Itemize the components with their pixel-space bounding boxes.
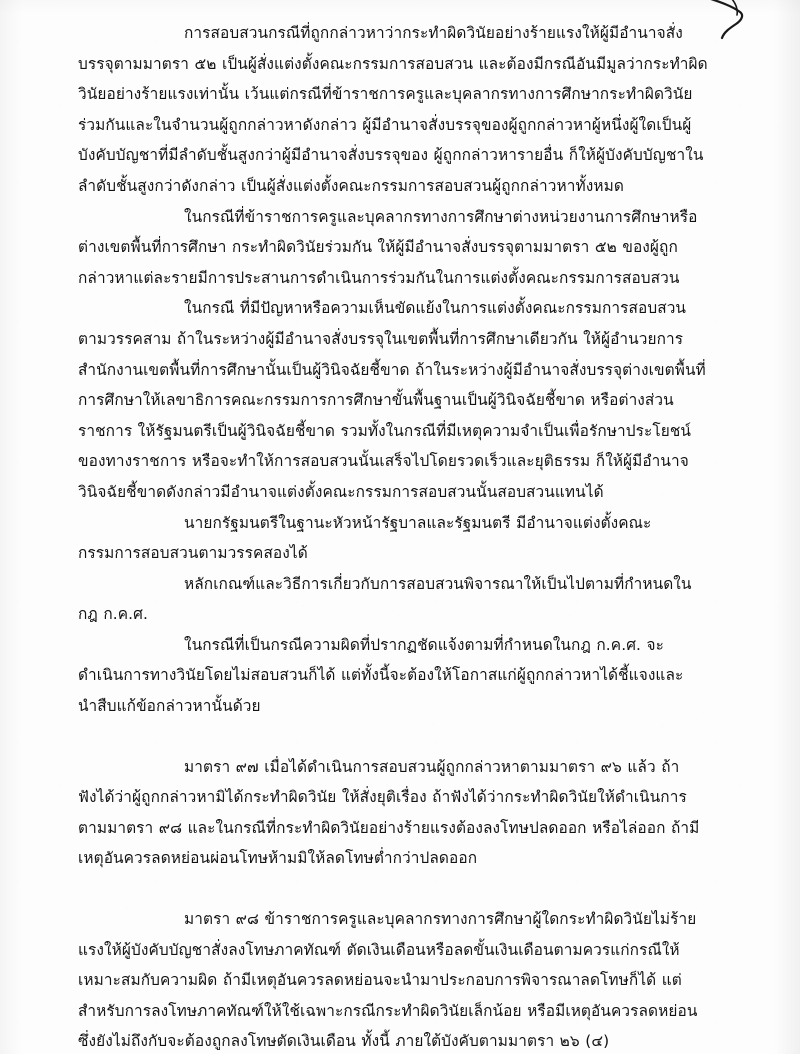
- section-spacer-1: [78, 722, 708, 752]
- paragraph-section-97: มาตรา ๙๗ เมื่อได้ดำเนินการสอบสวนผู้ถูกกล่าวหาตามมาตรา ๙๖ แล้ว ถ้าฟังได้ว่าผู้ถูกกล่าวหามิได้กระทำผิดวินัย ให้สั่งยุติเรื่อง ถ้าฟังได้ว่ากระทำผิดวินัยให้ดำเนินการตามมาตรา ๙๘ และในกรณีที่กระทำผิดวินัยอย่างร้ายแรงต้องลงโทษปลดออก หรือไล่ออก ถ้ามีเหตุอันควรลดหย่อนผ่อนโทษห้ามมิให้ลดโทษต่ำกว่าปลดออก: [78, 757, 700, 868]
- paragraph-6: ในกรณีที่เป็นกรณีความผิดที่ปรากฏชัดแจ้งตามที่กำหนดในกฎ ก.ค.ศ. จะดำเนินการทางวินัยโดยไม่สอบสวนก็ได้ แต่ทั้งนี้จะต้องให้โอกาสแก่ผู้ถูกกล่าวหาได้ชี้แจงและนำสืบแก้ข้อกล่าวหานั้นด้วย: [78, 635, 684, 716]
- paragraph-1: การสอบสวนกรณีที่ถูกกล่าวหาว่ากระทำผิดวินัยอย่างร้ายแรงให้ผู้มีอำนาจสั่งบรรจุตามมาตรา ๕๒ เป็นผู้สั่งแต่งตั้งคณะกรรมการสอบสวน และต้องมีกรณีอันมีมูลว่ากระทำผิดวินัยอย่างร้ายแรงเท่านั้น เว้นแต่กรณีที่ข้าราชการครูและบุคลากรทางการศึกษากระทำผิดวินัยร่วมกันและในจำนวนผู้ถูกกล่าวหาดังกล่าว ผู้มีอำนาจสั่งบรรจุของผู้ถูกกล่าวหาผู้หนึ่งผู้ใดเป็นผู้บังคับบัญชาที่มีลำดับชั้นสูงกว่าผู้มีอำนาจสั่งบรรจุของ ผู้ถูกกล่าวหารายอื่น ก็ให้ผู้บังคับบัญชาในลำดับชั้นสูงกว่าดังกล่าว เป็นผู้สั่งแต่งตั้งคณะกรรมการสอบสวนผู้ถูกกล่าวหาทั้งหมด: [78, 24, 708, 195]
- paragraph-4: นายกรัฐมนตรีในฐานะหัวหน้ารัฐบาลและรัฐมนตรี มีอำนาจแต่งตั้งคณะกรรมการสอบสวนตามวรรคสองได้: [78, 513, 652, 563]
- document-text-body: [78, 18, 708, 1057]
- paragraph-section-98: มาตรา ๙๘ ข้าราชการครูและบุคลากรทางการศึกษาผู้ใดกระทำผิดวินัยไม่ร้ายแรงให้ผู้บังคับบัญชาสั่งลงโทษภาคทัณฑ์ ตัดเงินเดือนหรือลดขั้นเงินเดือนตามควรแก่กรณีให้เหมาะสมกับความผิด ถ้ามีเหตุอันควรลดหย่อนจะนำมาประกอบการพิจารณาลดโทษก็ได้ แต่สำหรับการลงโทษภาคทัณฑ์ให้ใช้เฉพาะกรณีกระทำผิดวินัยเล็กน้อย หรือมีเหตุอันควรลดหย่อนซึ่งยังไม่ถึงกับจะต้องถูกลงโทษตัดเงินเดือน ทั้งนี้ ภายใต้บังคับตามมาตรา ๒๖ (๔): [78, 910, 698, 1051]
- paragraph-3: ในกรณี ที่มีปัญหาหรือความเห็นขัดแย้งในการแต่งตั้งคณะกรรมการสอบสวนตามวรรคสาม ถ้าในระหว่างผู้มีอำนาจสั่งบรรจุในเขตพื้นที่การศึกษาเดียวกัน ให้ผู้อำนวยการสำนักงานเขตพื้นที่การศึกษานั้นเป็นผู้วินิจฉัยชี้ขาด ถ้าในระหว่างผู้มีอำนาจสั่งบรรจุต่างเขตพื้นที่การศึกษาให้เลขาธิการคณะกรรมการการศึกษาขั้นพื้นฐานเป็นผู้วินิจฉัยชี้ขาด หรือต่างส่วนราชการ ให้รัฐมนตรีเป็นผู้วินิจฉัยชี้ขาด รวมทั้งในกรณีที่มีเหตุความจำเป็นเพื่อรักษาประโยชน์ของทางราชการ หรือจะทำให้การสอบสวนนั้นเสร็จไปโดยรวดเร็วและยุติธรรม ก็ให้ผู้มีอำนาจวินิจฉัยชี้ขาดดังกล่าวมีอำนาจแต่งตั้งคณะกรรมการสอบสวนนั้นสอบสวนแทนได้: [78, 299, 706, 501]
- paragraph-2: ในกรณีที่ข้าราชการครูและบุคลากรทางการศึกษาต่างหน่วยงานการศึกษาหรือต่างเขตพื้นที่การศึกษา กระทำผิดวินัยร่วมกัน ให้ผู้มีอำนาจสั่งบรรจุตามมาตรา ๕๒ ของผู้ถูกกล่าวหาแต่ละรายมีการประสานการดำเนินการร่วมกันในการแต่งตั้งคณะกรรมการสอบสวน: [78, 207, 698, 287]
- section-spacer-2: [78, 874, 708, 904]
- paragraph-5: หลักเกณฑ์และวิธีการเกี่ยวกับการสอบสวนพิจารณาให้เป็นไปตามที่กำหนดในกฎ ก.ค.ศ.: [78, 574, 692, 624]
- handwritten-ink-mark: [702, 0, 748, 40]
